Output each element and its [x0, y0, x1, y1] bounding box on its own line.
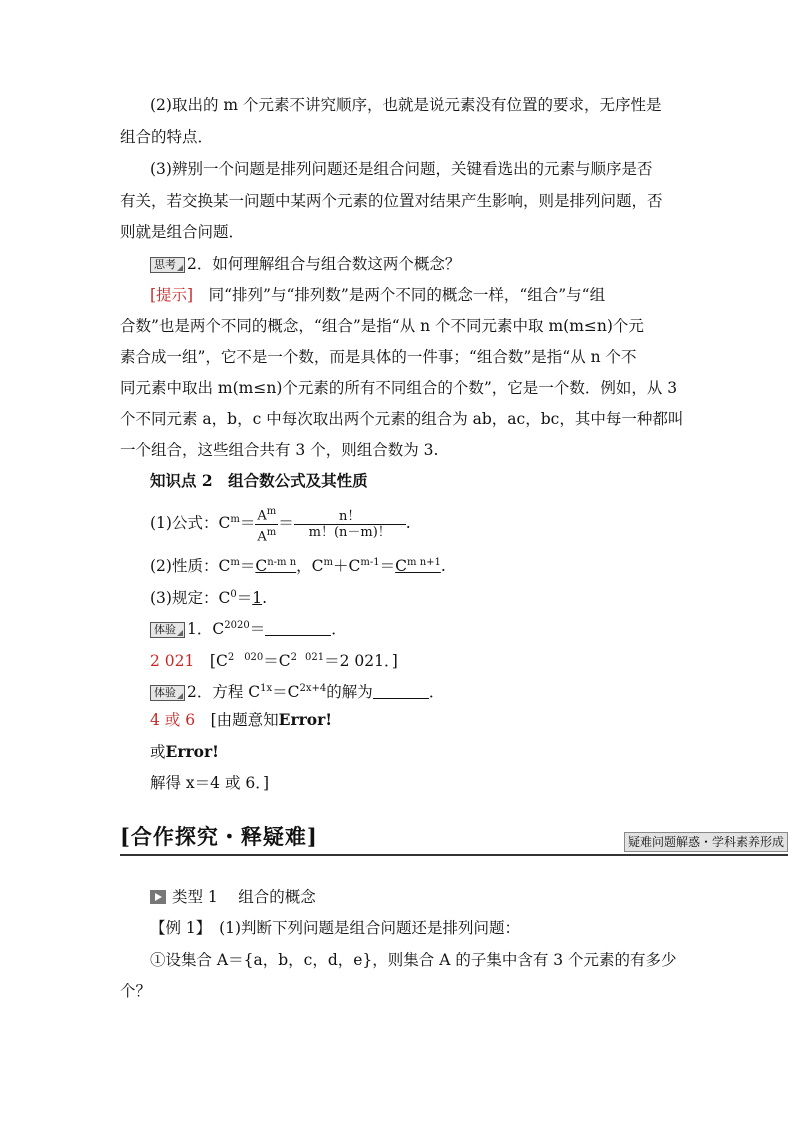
ans2b-error: Error! — [165, 742, 219, 761]
ans1-mid: ＝C — [263, 652, 291, 671]
paragraph-line: 则就是组合问题． — [120, 223, 245, 241]
section-subtitle: 疑难问题解惑・学科素养形成 — [624, 832, 788, 852]
rule-end: . — [262, 589, 268, 608]
prop-end: . — [440, 557, 446, 576]
frac-a-top: A — [257, 508, 267, 524]
section-title: [合作探究・释疑难] — [120, 824, 318, 849]
prop-u2: C — [395, 557, 408, 576]
exp1-end: ． — [331, 620, 347, 639]
answer-blank — [265, 621, 331, 636]
ans1-s1: 2 — [227, 652, 235, 663]
knowledge-title: 知识点 2 组合数公式及其性质 — [150, 471, 368, 490]
frac-n-bot: m！(n－m)！ — [294, 524, 406, 540]
experience-tag: 体验 — [150, 622, 185, 638]
hint-line: 个不同元素 a，b，c 中每次取出两个元素的组合为 ab，ac，bc，其中每一种都叫 — [120, 410, 684, 428]
prop-sup-b: m — [323, 557, 334, 568]
hint-line: 同元素中取出 m(m≤n)个元素的所有不同组合的个数”，它是一个数．例如，从 3 — [120, 379, 678, 397]
exp2-tail: ． — [428, 683, 445, 702]
formula-label: (1)公式： — [150, 514, 219, 533]
paragraph-line: 组合的特点． — [120, 128, 214, 146]
property-label: (2)性质： — [150, 557, 219, 576]
experience-tag: 体验 — [150, 685, 185, 701]
hint-text: 同“排列”与“排列数”是两个不同的概念一样，“组合”与“组 — [208, 286, 606, 304]
hint-line: 合数”也是两个不同的概念，“组合”是指“从 n 个不同元素中取 m(m≤n)个元 — [120, 317, 644, 335]
formula-eq: ＝ — [239, 514, 256, 533]
frac-a-top-sup: m — [266, 506, 277, 518]
formula-frac-a — [255, 504, 278, 544]
frac-a-bot: A — [257, 528, 267, 544]
think-line — [150, 254, 710, 274]
ans1-s4: 021 — [305, 652, 325, 663]
hint-line — [150, 285, 710, 305]
prop-c: C — [218, 557, 231, 576]
exp2-end: 的解为 — [326, 683, 373, 702]
hint-label: [提示] — [150, 286, 194, 304]
rule-answer: 1 — [252, 589, 263, 608]
formula-line — [150, 504, 710, 544]
example-label: 【例 1】 — [150, 919, 204, 937]
prop-u2-sup: m n+1 — [407, 557, 441, 568]
question-line: ①设集合 A＝{a，b，c，d，e}，则集合 A 的子集中含有 3 个元素的有多少 — [150, 951, 677, 969]
answer-2-line — [150, 742, 710, 762]
formula-eq: ＝ — [278, 514, 294, 533]
prop-answer-1 — [255, 557, 296, 575]
ans1-text: [C — [209, 652, 228, 671]
prop-eq2: ＝ — [379, 557, 396, 576]
rule-c: C — [218, 589, 231, 608]
formula-c: C — [218, 514, 231, 533]
answer-1-value: 2 021 — [150, 652, 195, 671]
prop-c-c: C — [348, 557, 361, 576]
ans2-error: Error! — [278, 710, 333, 729]
exp1-text: 1．C — [187, 620, 225, 639]
exp1-sup: 2020 — [224, 620, 250, 631]
answer-blank — [373, 684, 429, 699]
ans1-s2: 020 — [244, 652, 264, 663]
ans1-end: ＝2 021．] — [324, 652, 398, 671]
think-text: 2．如何理解组合与组合数这两个概念？ — [187, 255, 461, 273]
exp1-eq: ＝ — [249, 620, 266, 639]
ans2b-text: 或 — [150, 743, 166, 761]
prop-plus: ＋ — [333, 557, 349, 576]
rule-line — [150, 585, 710, 608]
exp2-s2: 2x+4 — [299, 683, 327, 694]
type-heading — [150, 887, 710, 907]
formula-frac-n — [294, 509, 406, 540]
formula-end: . — [405, 514, 411, 533]
rule-sup: 0 — [230, 589, 237, 600]
answer-2-value: 4 或 6 — [150, 711, 196, 729]
prop-u1: C — [255, 557, 268, 576]
exp2-mid: ＝C — [272, 683, 300, 702]
experience-2 — [150, 679, 710, 702]
prop-sup: m — [230, 557, 240, 568]
answer-2-line: 解得 x＝4 或 6．] — [150, 774, 270, 792]
frac-n-top: n！ — [339, 508, 361, 524]
rule-eq: ＝ — [236, 589, 253, 608]
paragraph-line: (3)辨别一个问题是排列问题还是组合问题，关键看选出的元素与顺序是否 — [150, 160, 653, 178]
prop-sep: ， — [296, 557, 312, 576]
formula-c-sup: m — [230, 514, 240, 525]
think-tag: 思考 — [150, 257, 185, 273]
example-line — [150, 918, 710, 938]
example-text: (1)判断下列问题是组合问题还是排列问题： — [219, 919, 521, 937]
hint-line: 一个组合，这些组合共有 3 个，则组合数为 3. — [120, 441, 439, 459]
experience-1 — [150, 616, 710, 639]
play-triangle-icon — [150, 890, 166, 904]
prop-sup-c: m-1 — [360, 557, 380, 568]
prop-u1-sup: n-m n — [267, 557, 297, 568]
hint-line: 素合成一组”，它不是一个数，而是具体的一件事；“组合数”是指“从 n 个不 — [120, 348, 637, 366]
rule-label: (3)规定： — [150, 589, 219, 608]
exp2-text: 2．方程 C — [187, 683, 261, 702]
prop-eq: ＝ — [239, 557, 256, 576]
exp2-s1: 1x — [260, 683, 273, 694]
property-line — [150, 553, 710, 576]
frac-a-bot-sup: m — [266, 526, 277, 538]
prop-c-b: C — [311, 557, 324, 576]
type-title: 类型 1 组合的概念 — [172, 888, 316, 906]
answer-1 — [150, 648, 710, 671]
ans2-text: [由题意知 — [210, 711, 279, 729]
answer-2 — [150, 710, 710, 730]
question-line: 个？ — [120, 982, 152, 1000]
ans1-s3: 2 — [290, 652, 298, 663]
paragraph-line: (2)取出的 m 个元素不讲究顺序，也就是说元素没有位置的要求，无序性是 — [150, 96, 662, 114]
paragraph-line: 有关，若交换某一问题中某两个元素的位置对结果产生影响，则是排列问题，否 — [120, 192, 663, 210]
prop-answer-2 — [395, 557, 441, 575]
